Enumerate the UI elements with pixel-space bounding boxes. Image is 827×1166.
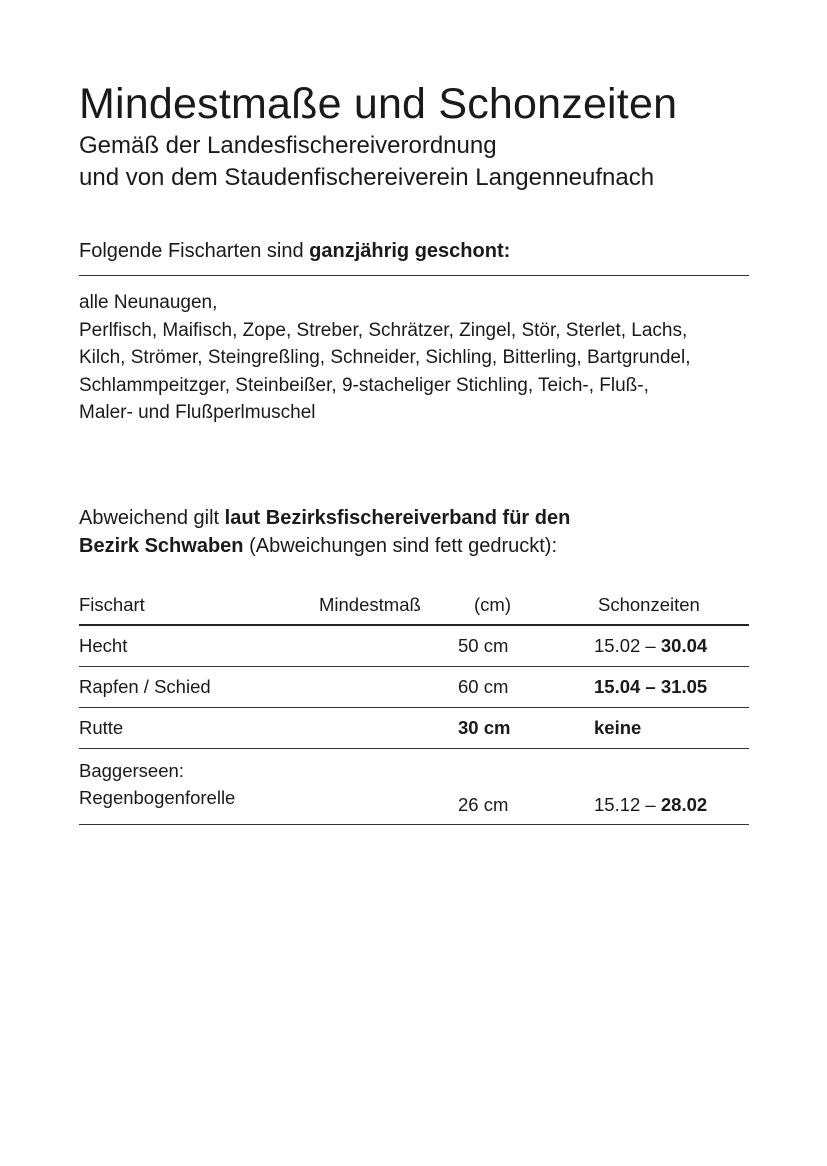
table-row: [79, 626, 749, 667]
deviation-text-1: Abweichend gilt: [79, 507, 225, 529]
table-row: [79, 749, 749, 825]
table-row: [79, 667, 749, 708]
header-mass: Mindestmaß: [319, 594, 421, 615]
species-line: Kilch, Strömer, Steingreßling, Schneider, Sichling, Bitterling, Bartgrundel,: [79, 347, 691, 368]
deviation-text-4: (Abweichungen sind fett gedruckt):: [243, 535, 558, 557]
species-line: alle Neunaugen,: [79, 292, 218, 313]
protected-species-list: [79, 289, 769, 427]
species-line: Maler- und Flußperlmuschel: [79, 402, 316, 423]
closed-season: 15.04 – 31.05: [594, 676, 708, 697]
fish-name-line-1: Baggerseen:: [79, 760, 184, 781]
table-row: [79, 708, 749, 749]
species-line: Schlammpeitzger, Steinbeißer, 9-stacheliger Stichling, Teich-, Fluß-,: [79, 374, 649, 396]
fish-name-line-2: Regenbogenforelle: [79, 787, 236, 808]
protected-intro-text: Folgende Fischarten sind: [79, 240, 310, 262]
header-season: Schonzeiten: [598, 594, 700, 615]
species-line: Perlfisch, Maifisch, Zope, Streber, Schrätzer, Zingel, Stör, Sterlet, Lachs,: [79, 319, 688, 341]
closed-season: 15.12 – 28.02: [594, 794, 708, 815]
header-unit: (cm): [474, 594, 511, 615]
protected-species-heading: [79, 238, 749, 276]
min-size: 26 cm: [458, 794, 509, 815]
table-header: [79, 590, 749, 626]
fish-name: Hecht: [79, 635, 128, 656]
subtitle-line-1: Gemäß der Landesfischereiverordnung: [79, 132, 497, 159]
protected-intro-bold: ganzjährig geschont:: [309, 240, 511, 262]
page-title: Mindestmaße und Schonzeiten: [79, 80, 678, 128]
deviation-text-2: laut Bezirksfischereiverband für den: [224, 507, 571, 529]
deviation-heading: [79, 504, 749, 560]
min-size: 30 cm: [458, 717, 511, 738]
fish-name: Rutte: [79, 717, 124, 738]
closed-season: keine: [594, 717, 642, 738]
deviation-text-3: Bezirk Schwaben: [79, 535, 244, 557]
subtitle-line-2: und von dem Staudenfischereiverein Langenneufnach: [79, 164, 655, 191]
header-fish: Fischart: [79, 594, 145, 615]
min-size: 50 cm: [458, 635, 509, 656]
document-page: [79, 78, 749, 815]
closed-season: 15.02 – 30.04: [594, 635, 708, 656]
min-size: 60 cm: [458, 676, 509, 697]
regulations-table: [79, 590, 749, 825]
fish-name: Rapfen / Schied: [79, 676, 211, 697]
